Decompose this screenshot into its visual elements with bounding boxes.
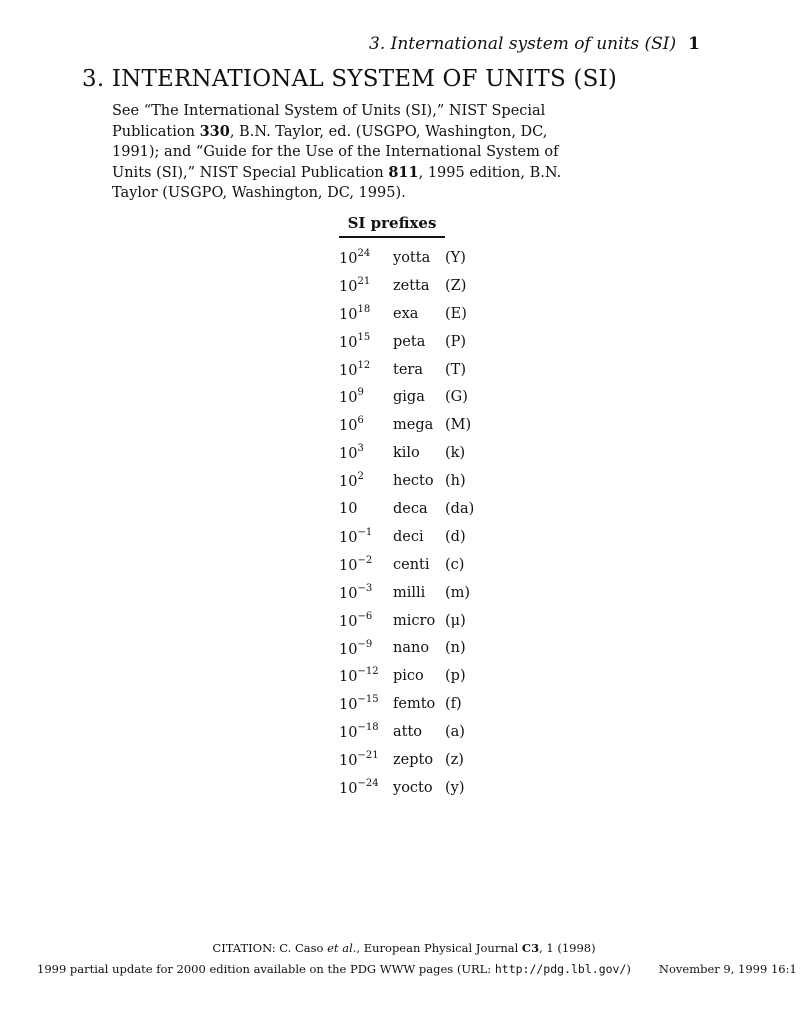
factor-base: 10 (339, 390, 358, 407)
table-row (339, 690, 481, 718)
prefix-symbol: (z) (445, 751, 464, 768)
factor-exponent: 24 (357, 248, 371, 260)
intro-text-3: , 1995 edition, B.N. Taylor (USGPO, Washington, DC, 1995). (112, 164, 562, 201)
prefix-symbol: (n) (445, 640, 466, 657)
prefix-factor (339, 551, 393, 579)
prefix-symbol: (h) (445, 473, 466, 490)
factor-exponent: −12 (357, 666, 379, 678)
factor-base: 10 (339, 529, 358, 546)
intro-bold-2: 811 (388, 163, 419, 181)
prefix-factor (339, 607, 393, 635)
prefix-factor (339, 746, 393, 774)
prefix-factor (339, 662, 393, 690)
prefix-name: tera (393, 361, 423, 378)
factor-base: 10 (339, 446, 358, 463)
prefix-symbol: (c) (445, 556, 465, 573)
factor-base: 10 (339, 500, 358, 517)
prefix-symbol: (M) (445, 417, 472, 434)
table-row (339, 607, 481, 635)
factor-exponent: −1 (357, 526, 373, 538)
prefix-name: yotta (393, 249, 431, 266)
prefix-name: centi (393, 556, 430, 573)
footer-citation (0, 941, 808, 955)
running-head-title: 3. International system of units (SI) (369, 34, 677, 54)
table-row (339, 495, 481, 523)
table-row (339, 634, 481, 662)
table-row (339, 356, 481, 384)
table-row (339, 746, 481, 774)
factor-exponent: −9 (357, 638, 373, 650)
factor-base: 10 (339, 613, 358, 630)
factor-exponent: −24 (357, 777, 379, 789)
factor-base: 10 (339, 334, 358, 351)
factor-exponent: 18 (357, 303, 371, 315)
table-row (339, 579, 481, 607)
prefix-factor (339, 579, 393, 607)
factor-exponent: 2 (357, 471, 364, 483)
factor-base: 10 (339, 585, 358, 602)
prefix-name: zepto (393, 751, 434, 768)
prefix-name: milli (393, 584, 426, 601)
prefix-factor (339, 523, 393, 551)
citation-suffix: , 1 (1998) (539, 941, 596, 955)
prefix-symbol: (d) (445, 528, 466, 545)
prefix-name: femto (393, 696, 436, 713)
factor-exponent: 6 (357, 415, 364, 427)
factor-base: 10 (339, 725, 358, 741)
footer-url[interactable]: http://pdg.lbl.gov/ (494, 962, 627, 976)
factor-base: 10 (339, 697, 358, 714)
footer-note: 1999 partial update for 2000 edition available on the PDG WWW pages (URL: (37, 962, 495, 976)
citation-volume: C3 (521, 941, 540, 955)
intro-text-1: See “The International System of Units (SI),” NIST Special Publication (112, 103, 546, 140)
running-head (369, 34, 700, 54)
prefix-name: giga (393, 389, 425, 406)
factor-base: 10 (339, 473, 358, 490)
prefix-name: exa (393, 305, 419, 322)
factor-base: 10 (339, 780, 358, 797)
table-row (339, 523, 481, 551)
factor-exponent: −21 (357, 750, 379, 762)
prefix-factor (339, 439, 393, 467)
table-row (339, 774, 481, 802)
prefix-name: zetta (393, 277, 430, 294)
factor-exponent: −18 (357, 722, 379, 734)
table-row (339, 439, 481, 467)
prefix-factor (339, 495, 393, 523)
footer-note-end: ) (626, 962, 631, 976)
citation-etal: et al. (327, 941, 357, 955)
table-row (339, 551, 481, 579)
prefix-symbol: (Z) (445, 277, 467, 294)
factor-base: 10 (339, 250, 358, 267)
prefix-factor (339, 272, 393, 300)
factor-base: 10 (339, 557, 358, 574)
prefix-symbol: (P) (445, 333, 467, 350)
prefix-name: atto (393, 724, 423, 741)
prefix-symbol: (a) (445, 724, 465, 741)
page-number: 1 (688, 34, 700, 54)
prefix-name: nano (393, 640, 430, 657)
factor-base: 10 (339, 278, 358, 295)
chapter-title: 3. INTERNATIONAL SYSTEM OF UNITS (SI) (82, 66, 617, 92)
factor-exponent: −15 (357, 694, 379, 706)
intro-bold-1: 330 (199, 122, 230, 140)
prefix-factor (339, 356, 393, 384)
factor-exponent: 9 (357, 387, 364, 399)
citation-middle: , European Physical Journal (356, 941, 522, 955)
prefix-name: yocto (393, 779, 433, 796)
prefix-symbol: (m) (445, 584, 471, 601)
prefix-name: deca (393, 500, 428, 517)
table-row (339, 411, 481, 439)
factor-exponent: −6 (357, 610, 373, 622)
prefix-factor (339, 774, 393, 802)
prefix-factor (339, 300, 393, 328)
factor-exponent: −2 (357, 554, 373, 566)
prefix-factor (339, 634, 393, 662)
factor-base: 10 (339, 362, 358, 379)
prefix-symbol: (E) (445, 305, 467, 322)
prefix-symbol: (Y) (445, 249, 466, 266)
prefix-name: micro (393, 612, 436, 629)
factor-exponent: 15 (357, 331, 371, 343)
intro-paragraph (112, 101, 572, 204)
factor-base: 10 (339, 306, 358, 323)
prefix-factor (339, 411, 393, 439)
table-row (339, 383, 481, 411)
prefix-factor (339, 718, 393, 746)
factor-exponent: 12 (357, 359, 371, 371)
table-caption: SI prefixes (347, 214, 437, 232)
footer-date: November 9, 1999 16:1 (658, 962, 797, 976)
prefix-symbol: (da) (445, 500, 475, 517)
prefix-name: deci (393, 528, 424, 545)
prefix-symbol: (T) (445, 361, 466, 378)
prefix-symbol: (G) (445, 389, 468, 406)
table-row (339, 244, 481, 272)
prefix-symbol: (y) (445, 779, 465, 796)
table-row (339, 662, 481, 690)
footer-line (37, 962, 797, 976)
factor-base: 10 (339, 669, 358, 686)
factor-base: 10 (339, 418, 358, 435)
prefix-symbol: (p) (445, 668, 466, 685)
factor-exponent: 3 (357, 443, 364, 455)
table-row (339, 718, 481, 746)
prefix-factor (339, 467, 393, 495)
table-row (339, 300, 481, 328)
si-prefix-table (339, 244, 481, 802)
prefix-symbol: (f) (445, 696, 462, 713)
prefix-name: hecto (393, 473, 434, 490)
citation-prefix: CITATION: C. Caso (212, 941, 328, 955)
prefix-factor (339, 328, 393, 356)
table-rule (339, 236, 445, 238)
prefix-name: pico (393, 668, 424, 685)
prefix-name: peta (393, 333, 426, 350)
factor-exponent: −3 (357, 582, 373, 594)
table-row (339, 272, 481, 300)
si-prefix-table-body (339, 244, 481, 802)
factor-base: 10 (339, 752, 358, 769)
prefix-factor (339, 690, 393, 718)
prefix-symbol: (k) (445, 445, 466, 462)
intro-text-2: , B.N. Taylor, ed. (USGPO, Washington, DC, 1991); and “Guide for the Use of the International System of Units (SI),” NIST Special Publication (112, 123, 559, 181)
prefix-name: mega (393, 417, 434, 434)
prefix-symbol: (μ) (445, 612, 466, 629)
prefix-factor (339, 383, 393, 411)
factor-exponent: 21 (357, 275, 371, 287)
table-row (339, 467, 481, 495)
table-row (339, 328, 481, 356)
prefix-name: kilo (393, 445, 420, 462)
factor-base: 10 (339, 641, 358, 658)
prefix-factor (339, 244, 393, 272)
